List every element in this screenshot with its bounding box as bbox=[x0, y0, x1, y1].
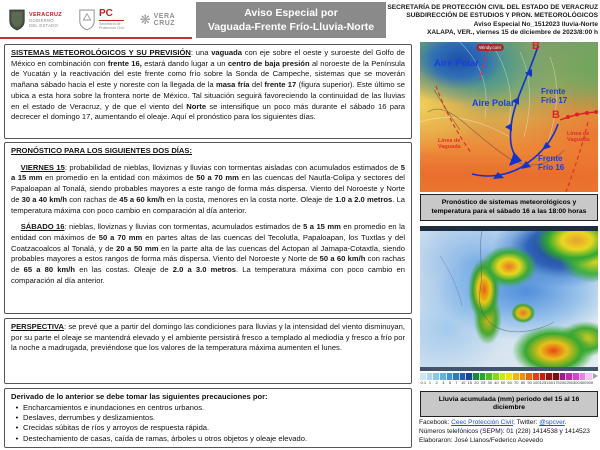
title-line-2: Vaguada-Frente Frío-Lluvia-Norte bbox=[207, 21, 375, 33]
bullet-icon: • bbox=[15, 412, 19, 422]
scale-cell: 200 bbox=[560, 373, 567, 385]
scale-cell: 70 bbox=[513, 373, 520, 385]
scale-cell: 40 bbox=[493, 373, 500, 385]
pc-shield-icon bbox=[78, 8, 96, 32]
precaution-item: • Destechamiento de casas, caída de ramas, árboles u otros objetos y oleaje elevado. bbox=[11, 434, 405, 444]
veracruz-brand-logo: ❋ VERA CRUZ bbox=[139, 12, 176, 27]
org-line-secretaria: SECRETARÍA DE PROTECCIÓN CIVIL DEL ESTADO DE VERACRUZ bbox=[387, 4, 598, 11]
frente-frio-16-label: Frente Frío 16 bbox=[538, 154, 565, 172]
phone-line: Números telefónicos (SEPM): 01 (228) 1414538 y 1414523 bbox=[419, 427, 590, 435]
veracruz-shield-icon bbox=[8, 8, 26, 32]
scale-cell: 150 bbox=[546, 373, 553, 385]
title-line-1: Aviso Especial por bbox=[244, 7, 338, 19]
credits-line: Elaboraron: José Llanos/Federico Acevedo bbox=[419, 436, 543, 444]
synoptic-forecast-map bbox=[420, 42, 598, 192]
scale-cell: 500 bbox=[586, 373, 593, 385]
linea-vaguada-label: Línea de Vaguada bbox=[567, 131, 590, 144]
social-line: Facebook: Ceec Protección Civil; Twitter: @spcver. bbox=[419, 419, 567, 426]
scale-cell: 3 bbox=[440, 373, 447, 385]
map2-coastline bbox=[420, 226, 598, 371]
facebook-link[interactable]: Ceec Protección Civil bbox=[451, 419, 513, 426]
sabado-paragraph: SÁBADO 16: nieblas, lloviznas y lluvias con tormentas, acumulados estimados de 5 a 15 mm en promedio en la entidad con máximos de 50 a 70 mm en partes altas de las cuencas del Tecolutla, Papaloapan, los Tuxtlas y del Coatzacoalcos al Tonalá, y de 20 a 50 mm en la parte alta de las cuencas del Actopan al Jamapa-Cotaxtla, siendo probables mayores a estos rangos de forma más dispersa. Viento del Noroeste y Norte de 50 a 60 km/h con rachas de 65 a 80 km/h en las costas. Oleaje de 2.0 a 3.0 metros. La temperatura máxima con poco cambio en comparación al día anterior. bbox=[11, 222, 406, 285]
proteccion-civil-logo: PC Secretaría de Protección Civil bbox=[78, 8, 124, 32]
header-red-rule bbox=[0, 37, 192, 39]
section-precauciones bbox=[4, 388, 412, 448]
sistemas-paragraph: SISTEMAS METEOROLÓGICOS Y SU PREVISIÓN: una vaguada con eje sobre el oeste y suroeste del Golfo de México en combinación con frente 16, estará dando lugar a un centro de baja presión al noroeste de la Península de Yucatán y la reactivación del este frente como frío sobre la Sonda de Campeche, sistemas que se moverán mañana sábado hacia el este y noreste con la llegada de la masa fría del frente 17 (figura superior). Este último se ubica a esta hora sobre la frontera norte de México. Tal situación seguirá favoreciendo la continuidad de las lluvias en el estado de Veracruz, y de que el viento del Norte se intensifique un poco más durante el sábado 16 para decrecer el domingo 17, aumentando el oleaje. Aquí el pronóstico para los siguientes días. bbox=[11, 48, 406, 122]
perspectiva-paragraph: PERSPECTIVA: se prevé que a partir del domingo las condiciones para lluvias y la intensidad del viento disminuyan, por su parte el oleaje se mantendrá elevado y el ambiente persistirá fresco a templado al mediodía y fresco a frío por la noche a madrugada, previéndose que los valores de la temperatura máxima aumenten el lunes. bbox=[11, 322, 405, 353]
twitter-link[interactable]: @spcver bbox=[539, 419, 565, 426]
precip-scale-bar bbox=[420, 373, 593, 385]
viernes-paragraph: VIERNES 15: probabilidad de nieblas, lloviznas y lluvias con tormentas aisladas con acumulados estimados de 5 a 15 mm en promedio en la entidad con máximos de 50 a 70 mm en las cuencas del Nautla-Colipa y sectores del Papaloapan al Tonalá, siendo probables mayores a este rango de forma más dispersa. Viento del Noroeste y Norte de 30 a 40 km/h con rachas de 45 a 60 km/h en la costa, menores en la costa norte. Oleaje de 1.0 a 2.0 metros. La temperatura máxima con poco cambio en comparación al día anterior. bbox=[11, 162, 406, 215]
scale-cell: 15 bbox=[466, 373, 473, 385]
scale-cell: 250 bbox=[566, 373, 573, 385]
map2-title-strip bbox=[420, 226, 598, 231]
scale-arrow-icon bbox=[593, 373, 598, 379]
frente-frio-17-label: Frente Frío 17 bbox=[541, 87, 568, 105]
scale-cell: 125 bbox=[540, 373, 547, 385]
facebook-label: Facebook: bbox=[419, 419, 452, 426]
org-line-subdireccion: SUBDIRECCIÓN DE ESTUDIOS Y PRON. METEOROLÓGICOS bbox=[406, 12, 598, 20]
scale-cell: 20 bbox=[473, 373, 480, 385]
precauciones-intro: Derivado de lo anterior se debe tomar las siguientes precauciones por: bbox=[11, 392, 268, 401]
scale-cell: 80 bbox=[520, 373, 527, 385]
org-line-aviso-number: Aviso Especial No_1512023 lluvia-Norte bbox=[473, 20, 598, 28]
veracruz-government-logo: VERACRUZ GOBIERNO DEL ESTADO bbox=[8, 8, 62, 32]
scale-cell: 60 bbox=[506, 373, 513, 385]
scale-cell: 25 bbox=[480, 373, 487, 385]
bullet-icon: • bbox=[15, 433, 19, 443]
twitter-label: ; Twitter: bbox=[512, 419, 540, 426]
windy-watermark: Windy.com bbox=[476, 44, 504, 51]
scale-cell: 10 bbox=[460, 373, 467, 385]
precaution-item: • Crecidas súbitas de ríos y arroyos de respuesta rápida. bbox=[11, 423, 405, 433]
low-pressure-symbol: B bbox=[532, 42, 540, 52]
scale-cell: 400 bbox=[580, 373, 587, 385]
precip-scale bbox=[420, 373, 598, 385]
scale-cell: 90 bbox=[526, 373, 533, 385]
scale-cell: 1 bbox=[427, 373, 434, 385]
section-perspectiva bbox=[4, 318, 412, 384]
header-logos bbox=[8, 3, 175, 36]
map1-caption: Pronóstico de sistemas meteorológicos y temperatura para el sábado 16 a las 18:00 horas bbox=[420, 194, 598, 221]
veracruz-flower-icon: ❋ bbox=[139, 12, 151, 27]
low-pressure-symbol: B bbox=[552, 109, 560, 121]
bullet-icon: • bbox=[15, 423, 19, 433]
linea-vaguada-label: Línea de Vaguada bbox=[438, 138, 461, 151]
precaution-item: • Deslaves, derrumbes y deslizamientos. bbox=[11, 413, 405, 423]
precaution-item: • Encharcamientos e inundaciones en centros urbanos. bbox=[11, 403, 405, 413]
bullet-icon: • bbox=[15, 402, 19, 412]
section-pronostico bbox=[4, 142, 412, 314]
scale-cell: 50 bbox=[500, 373, 507, 385]
scale-cell: 0.1 bbox=[420, 373, 427, 385]
section-sistemas-meteorologicos bbox=[4, 44, 412, 139]
scale-cell: 30 bbox=[486, 373, 493, 385]
org-line-date: XALAPA, VER., viernes 15 de diciembre de 2023/8:00 h bbox=[426, 29, 598, 37]
scale-cell: 7 bbox=[453, 373, 460, 385]
advisory-title bbox=[196, 2, 386, 38]
scale-cell: 2 bbox=[433, 373, 440, 385]
accumulated-rainfall-map bbox=[420, 226, 598, 371]
map2-credit-strip bbox=[420, 367, 598, 371]
scale-cell: 100 bbox=[533, 373, 540, 385]
scale-cell: 5 bbox=[447, 373, 454, 385]
contact-footer bbox=[419, 419, 599, 445]
map2-caption: Lluvia acumulada (mm) periodo del 15 al 16 diciembre bbox=[420, 391, 598, 417]
scale-cell: 175 bbox=[553, 373, 560, 385]
veracruz-logo-text: VERACRUZ bbox=[29, 11, 62, 18]
org-header-text bbox=[386, 4, 598, 38]
aire-polar-label: Aire Polar bbox=[472, 98, 515, 108]
pronostico-heading: PRONÓSTICO PARA LOS SIGUIENTES DOS DÍAS: bbox=[11, 146, 192, 155]
aire-polar-label: Aire Polar bbox=[434, 58, 479, 69]
scale-cell: 300 bbox=[573, 373, 580, 385]
pc-abbr: PC bbox=[98, 7, 113, 19]
